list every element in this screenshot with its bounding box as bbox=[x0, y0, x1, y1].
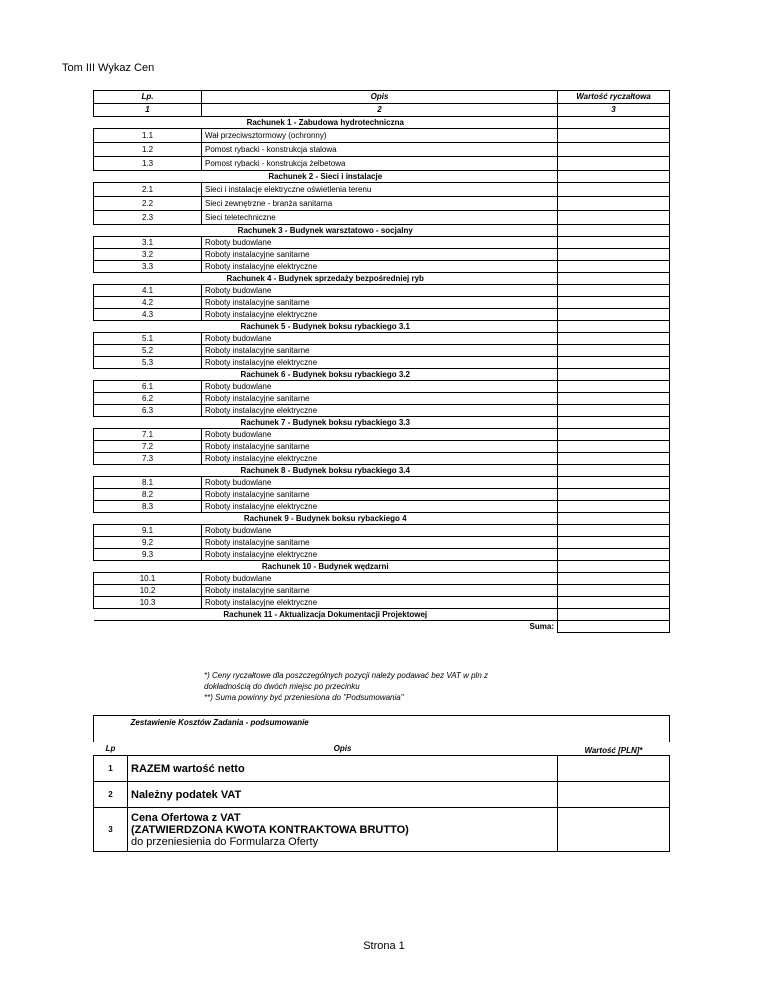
item-row bbox=[94, 405, 670, 417]
item-lp: 9.2 bbox=[94, 537, 202, 549]
item-lp: 4.3 bbox=[94, 309, 202, 321]
item-opis: Roboty budowlane bbox=[202, 333, 558, 345]
document-title: Tom III Wykaz Cen bbox=[62, 62, 155, 74]
item-opis: Roboty instalacyjne elektryczne bbox=[202, 453, 558, 465]
item-lp: 8.1 bbox=[94, 477, 202, 489]
item-lp: 2.2 bbox=[94, 197, 202, 211]
section-value-cell[interactable] bbox=[558, 369, 670, 381]
summary-table bbox=[93, 715, 670, 852]
suma-label: Suma: bbox=[94, 621, 558, 633]
summary-lp: 2 bbox=[94, 782, 128, 808]
item-value-cell[interactable] bbox=[558, 585, 670, 597]
section-value-cell[interactable] bbox=[558, 417, 670, 429]
summary-value-cell[interactable] bbox=[558, 782, 670, 808]
item-lp: 10.2 bbox=[94, 585, 202, 597]
item-opis: Roboty instalacyjne elektryczne bbox=[202, 501, 558, 513]
item-value-cell[interactable] bbox=[558, 525, 670, 537]
header-num-2: 2 bbox=[202, 104, 558, 117]
section-value-cell[interactable] bbox=[558, 117, 670, 129]
item-row bbox=[94, 157, 670, 171]
note-1-line-1: *) Ceny ryczałtowe dla poszczególnych pozycji należy podawać bez VAT w pln z bbox=[204, 671, 488, 680]
item-row bbox=[94, 537, 670, 549]
section-row bbox=[94, 117, 670, 129]
item-row bbox=[94, 501, 670, 513]
item-value-cell[interactable] bbox=[558, 453, 670, 465]
item-value-cell[interactable] bbox=[558, 333, 670, 345]
section-value-cell[interactable] bbox=[558, 561, 670, 573]
item-opis: Roboty instalacyjne sanitarne bbox=[202, 489, 558, 501]
item-row bbox=[94, 381, 670, 393]
suma-row bbox=[94, 621, 670, 633]
item-value-cell[interactable] bbox=[558, 573, 670, 585]
item-opis: Roboty instalacyjne elektryczne bbox=[202, 405, 558, 417]
section-row bbox=[94, 273, 670, 285]
summary-lp: 3 bbox=[94, 808, 128, 852]
header-opis: Opis bbox=[202, 91, 558, 104]
item-row bbox=[94, 525, 670, 537]
item-lp: 9.3 bbox=[94, 549, 202, 561]
item-lp: 9.1 bbox=[94, 525, 202, 537]
item-value-cell[interactable] bbox=[558, 357, 670, 369]
summary-opis-line-3: do przeniesienia do Formularza Oferty bbox=[131, 835, 319, 848]
item-opis: Sieci i instalacje elektryczne oświetlenia terenu bbox=[202, 183, 558, 197]
section-title: Rachunek 2 - Sieci i instalacje bbox=[268, 171, 383, 181]
item-opis: Roboty instalacyjne elektryczne bbox=[202, 549, 558, 561]
item-lp: 4.1 bbox=[94, 285, 202, 297]
item-value-cell[interactable] bbox=[558, 429, 670, 441]
summary-header-lp: Lp bbox=[105, 743, 116, 753]
item-opis: Roboty instalacyjne elektryczne bbox=[202, 597, 558, 609]
item-row bbox=[94, 597, 670, 609]
item-lp: 2.3 bbox=[94, 211, 202, 225]
item-opis: Roboty instalacyjne sanitarne bbox=[202, 249, 558, 261]
item-value-cell[interactable] bbox=[558, 441, 670, 453]
item-row bbox=[94, 285, 670, 297]
summary-header-opis: Opis bbox=[333, 743, 352, 753]
item-opis: Roboty budowlane bbox=[202, 573, 558, 585]
item-opis: Roboty instalacyjne sanitarne bbox=[202, 393, 558, 405]
section-row bbox=[94, 417, 670, 429]
item-lp: 2.1 bbox=[94, 183, 202, 197]
item-value-cell[interactable] bbox=[558, 197, 670, 211]
item-row bbox=[94, 211, 670, 225]
item-value-cell[interactable] bbox=[558, 345, 670, 357]
item-value-cell[interactable] bbox=[558, 381, 670, 393]
item-row bbox=[94, 297, 670, 309]
item-row bbox=[94, 429, 670, 441]
section-value-cell[interactable] bbox=[558, 225, 670, 237]
summary-title: Zestawienie Kosztów Zadania - podsumowanie bbox=[128, 716, 670, 742]
item-value-cell[interactable] bbox=[558, 477, 670, 489]
summary-row-2 bbox=[94, 782, 670, 808]
item-lp: 10.3 bbox=[94, 597, 202, 609]
item-value-cell[interactable] bbox=[558, 549, 670, 561]
item-lp: 8.3 bbox=[94, 501, 202, 513]
item-row bbox=[94, 549, 670, 561]
item-lp: 3.3 bbox=[94, 261, 202, 273]
item-lp: 7.2 bbox=[94, 441, 202, 453]
item-row bbox=[94, 197, 670, 211]
section-value-cell[interactable] bbox=[558, 465, 670, 477]
section-row bbox=[94, 465, 670, 477]
section-value-cell[interactable] bbox=[558, 171, 670, 183]
summary-value-cell[interactable] bbox=[558, 808, 670, 852]
summary-row-3 bbox=[94, 808, 670, 852]
item-row bbox=[94, 489, 670, 501]
section-row bbox=[94, 225, 670, 237]
section-title: Rachunek 3 - Budynek warsztatowo - socjalny bbox=[237, 225, 413, 235]
section-title: Rachunek 11 - Aktualizacja Dokumentacji Projektowej bbox=[94, 609, 558, 621]
item-lp: 7.3 bbox=[94, 453, 202, 465]
page-number: Strona 1 bbox=[363, 940, 405, 952]
item-lp: 1.3 bbox=[94, 157, 202, 171]
item-row bbox=[94, 585, 670, 597]
item-lp: 5.3 bbox=[94, 357, 202, 369]
item-value-cell[interactable] bbox=[558, 537, 670, 549]
item-opis: Wał przeciwsztormowy (ochronny) bbox=[202, 129, 558, 143]
item-row bbox=[94, 441, 670, 453]
item-opis: Roboty instalacyjne elektryczne bbox=[202, 261, 558, 273]
item-opis: Roboty instalacyjne sanitarne bbox=[202, 297, 558, 309]
item-opis: Roboty instalacyjne sanitarne bbox=[202, 441, 558, 453]
item-row bbox=[94, 249, 670, 261]
item-value-cell[interactable] bbox=[558, 249, 670, 261]
item-row bbox=[94, 309, 670, 321]
item-value-cell[interactable] bbox=[558, 157, 670, 171]
item-lp: 5.2 bbox=[94, 345, 202, 357]
section-value-cell[interactable] bbox=[558, 273, 670, 285]
item-opis: Roboty budowlane bbox=[202, 237, 558, 249]
section-title: Rachunek 4 - Budynek sprzedaży bezpośredniej ryb bbox=[226, 273, 424, 283]
item-opis: Roboty instalacyjne sanitarne bbox=[202, 537, 558, 549]
item-value-cell[interactable] bbox=[558, 129, 670, 143]
item-row bbox=[94, 143, 670, 157]
item-row bbox=[94, 129, 670, 143]
item-value-cell[interactable] bbox=[558, 143, 670, 157]
item-row bbox=[94, 183, 670, 197]
item-row bbox=[94, 393, 670, 405]
header-num-1: 1 bbox=[94, 104, 202, 117]
item-opis: Roboty budowlane bbox=[202, 525, 558, 537]
item-row bbox=[94, 453, 670, 465]
section-row bbox=[94, 513, 670, 525]
item-row bbox=[94, 477, 670, 489]
section-title: Rachunek 9 - Budynek boksu rybackiego 4 bbox=[243, 513, 407, 523]
footnotes bbox=[204, 670, 488, 703]
item-value-cell[interactable] bbox=[558, 489, 670, 501]
item-lp: 7.1 bbox=[94, 429, 202, 441]
note-1-line-2: dokładnością do dwóch miejsc po przecinku bbox=[204, 682, 360, 691]
section-row bbox=[94, 369, 670, 381]
item-value-cell[interactable] bbox=[558, 237, 670, 249]
item-value-cell[interactable] bbox=[558, 309, 670, 321]
summary-opis-line-2: (ZATWIERDZONA KWOTA KONTRAKTOWA BRUTTO) bbox=[131, 823, 409, 836]
summary-opis-line-1: Cena Ofertowa z VAT bbox=[131, 811, 241, 824]
item-lp: 8.2 bbox=[94, 489, 202, 501]
section-row bbox=[94, 321, 670, 333]
item-lp: 3.2 bbox=[94, 249, 202, 261]
section-row bbox=[94, 561, 670, 573]
summary-opis bbox=[128, 808, 558, 852]
item-value-cell[interactable] bbox=[558, 211, 670, 225]
header-lp: Lp. bbox=[94, 91, 202, 104]
item-opis: Roboty budowlane bbox=[202, 477, 558, 489]
item-opis: Roboty budowlane bbox=[202, 381, 558, 393]
item-value-cell[interactable] bbox=[558, 501, 670, 513]
item-opis: Roboty instalacyjne sanitarne bbox=[202, 585, 558, 597]
item-opis: Pomost rybacki - konstrukcja żelbetowa bbox=[202, 157, 558, 171]
item-lp: 3.1 bbox=[94, 237, 202, 249]
item-row bbox=[94, 237, 670, 249]
item-lp: 4.2 bbox=[94, 297, 202, 309]
section-title: Rachunek 5 - Budynek boksu rybackiego 3.1 bbox=[240, 321, 410, 331]
item-opis: Roboty budowlane bbox=[202, 285, 558, 297]
item-value-cell[interactable] bbox=[558, 285, 670, 297]
item-opis: Roboty instalacyjne sanitarne bbox=[202, 345, 558, 357]
item-opis: Sieci zewnętrzne - branża sanitarna bbox=[202, 197, 558, 211]
item-opis: Roboty instalacyjne elektryczne bbox=[202, 309, 558, 321]
item-lp: 6.2 bbox=[94, 393, 202, 405]
summary-opis: Należny podatek VAT bbox=[128, 782, 558, 808]
item-row bbox=[94, 261, 670, 273]
item-value-cell[interactable] bbox=[558, 405, 670, 417]
item-opis: Pomost rybacki - konstrukcja stalowa bbox=[202, 143, 558, 157]
item-row bbox=[94, 573, 670, 585]
item-value-cell[interactable] bbox=[558, 183, 670, 197]
section-value-cell[interactable] bbox=[558, 321, 670, 333]
item-opis: Roboty budowlane bbox=[202, 429, 558, 441]
item-lp: 10.1 bbox=[94, 573, 202, 585]
item-opis: Sieci teletechniczne bbox=[202, 211, 558, 225]
item-value-cell[interactable] bbox=[558, 393, 670, 405]
item-lp: 1.1 bbox=[94, 129, 202, 143]
price-table bbox=[93, 90, 670, 633]
note-2: **) Suma powinny być przeniesiona do "Podsumowania" bbox=[204, 693, 404, 702]
header-wartosc: Wartość ryczałtowa bbox=[558, 91, 670, 104]
section-title: Rachunek 1 - Zabudowa hydrotechniczna bbox=[246, 117, 404, 127]
suma-value-cell[interactable] bbox=[558, 621, 670, 633]
item-value-cell[interactable] bbox=[558, 297, 670, 309]
section-title: Rachunek 7 - Budynek boksu rybackiego 3.3 bbox=[240, 417, 410, 427]
item-opis: Roboty instalacyjne elektryczne bbox=[202, 357, 558, 369]
item-row bbox=[94, 357, 670, 369]
summary-opis: RAZEM wartość netto bbox=[128, 756, 558, 782]
section-row bbox=[94, 171, 670, 183]
section-row bbox=[94, 609, 670, 621]
item-lp: 6.1 bbox=[94, 381, 202, 393]
summary-header-wartosc: Wartość [PLN]* bbox=[584, 746, 643, 755]
item-lp: 5.1 bbox=[94, 333, 202, 345]
section-title: Rachunek 6 - Budynek boksu rybackiego 3.2 bbox=[240, 369, 410, 379]
section-title: Rachunek 10 - Budynek wędzarni bbox=[261, 561, 389, 571]
item-lp: 1.2 bbox=[94, 143, 202, 157]
item-lp: 6.3 bbox=[94, 405, 202, 417]
item-value-cell[interactable] bbox=[558, 597, 670, 609]
summary-lp: 1 bbox=[94, 756, 128, 782]
header-num-3: 3 bbox=[558, 104, 670, 117]
section-value-cell[interactable] bbox=[558, 513, 670, 525]
item-row bbox=[94, 345, 670, 357]
summary-value-cell[interactable] bbox=[558, 756, 670, 782]
section-value-cell[interactable] bbox=[558, 609, 670, 621]
section-title: Rachunek 8 - Budynek boksu rybackiego 3.4 bbox=[240, 465, 410, 475]
summary-row-1 bbox=[94, 756, 670, 782]
item-row bbox=[94, 333, 670, 345]
item-value-cell[interactable] bbox=[558, 261, 670, 273]
